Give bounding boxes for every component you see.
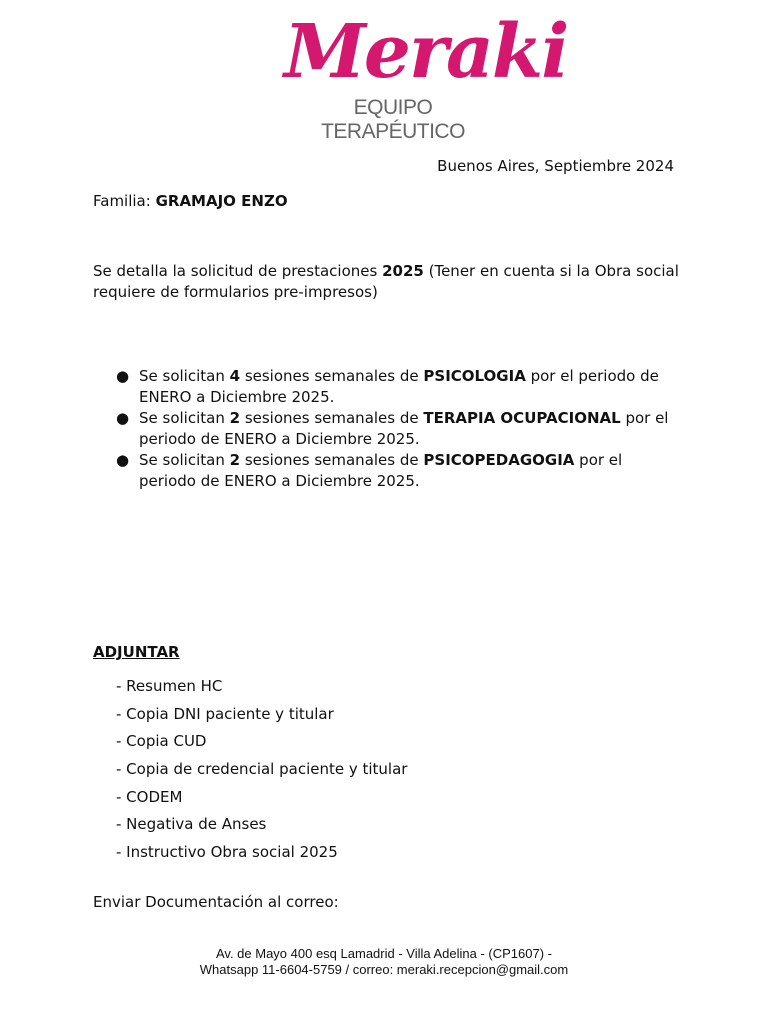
request-text: Se solicitan [139, 451, 230, 469]
attach-item-codem: - CODEM [116, 787, 183, 806]
requests-list [93, 366, 683, 492]
request-period: por el periodo de ENERO a Diciembre 2025. [139, 409, 669, 448]
bullet-icon: ● [116, 451, 130, 469]
request-item-psicologia [93, 366, 683, 408]
intro-post: (Tener en cuenta si la Obra social requiere de formularios pre-impresos) [93, 262, 679, 301]
attach-item-credencial: - Copia de credencial paciente y titular [116, 760, 408, 779]
family-line [93, 191, 288, 212]
footer-address: Av. de Mayo 400 esq Lamadrid - Villa Adelina - (CP1607) - [215, 946, 552, 961]
request-text: Se solicitan [139, 367, 230, 385]
logo-subtitle: EQUIPO TERAPÉUTICO [321, 96, 465, 143]
request-text: sesiones semanales de [240, 451, 424, 469]
attach-item-copia-dni: - Copia DNI paciente y titular [116, 704, 334, 723]
footer [0, 946, 768, 978]
request-period: por el periodo de ENERO a Diciembre 2025. [139, 367, 659, 406]
letter-date: Buenos Aires, Septiembre 2024 [437, 157, 674, 175]
logo-wordmark: Meraki [284, 9, 568, 95]
request-text: sesiones semanales de [240, 409, 424, 427]
bullet-icon: ● [116, 367, 130, 385]
intro-paragraph [93, 261, 683, 303]
family-name: GRAMAJO ENZO [155, 192, 288, 210]
attach-item-negativa-anses: - Negativa de Anses [116, 815, 267, 834]
attach-item-copia-cud: - Copia CUD [116, 732, 207, 751]
attach-list [116, 676, 407, 870]
request-item-psicopedagogia [93, 450, 683, 492]
intro-year: 2025 [382, 262, 424, 280]
request-service: PSICOLOGIA [423, 367, 526, 385]
request-period: por el periodo de ENERO a Diciembre 2025. [139, 451, 623, 490]
family-label: Familia: [93, 192, 156, 210]
request-service: TERAPIA OCUPACIONAL [423, 409, 621, 427]
bullet-icon: ● [116, 409, 130, 427]
request-text: sesiones semanales de [240, 367, 424, 385]
request-text: Se solicitan [139, 409, 230, 427]
attach-item-instructivo: - Instructivo Obra social 2025 [116, 843, 338, 862]
request-count: 4 [229, 367, 241, 385]
send-documentation-label: Enviar Documentación al correo: [93, 893, 339, 911]
request-service: PSICOPEDAGOGIA [423, 451, 575, 469]
request-count: 2 [229, 409, 241, 427]
footer-contact: Whatsapp 11-6604-5759 / correo: meraki.recepcion@gmail.com [199, 962, 569, 977]
attach-item-resumen-hc: - Resumen HC [116, 677, 223, 695]
attach-heading: ADJUNTAR [93, 643, 180, 661]
meraki-logo [284, 9, 568, 143]
intro-pre: Se detalla la solicitud de prestaciones [93, 262, 383, 280]
request-count: 2 [229, 451, 241, 469]
request-item-terapia-ocupacional [93, 408, 683, 450]
